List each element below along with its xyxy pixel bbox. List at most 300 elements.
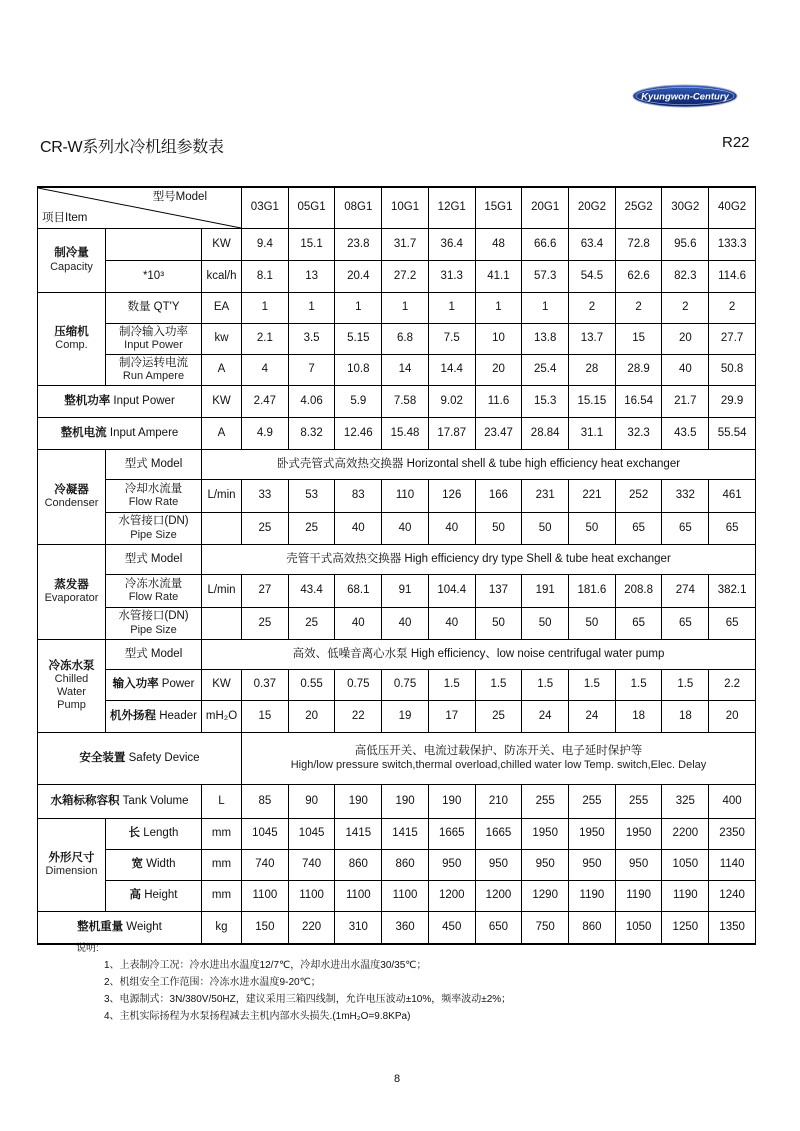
row-label <box>106 701 202 733</box>
value-cell: 360 <box>382 912 429 944</box>
cell-text: High/low pressure switch,thermal overload,chilled water low Temp. switch,Elec. Delay <box>290 758 707 771</box>
value-cell: 50 <box>522 608 569 640</box>
cell-text: Header <box>159 709 197 722</box>
note-item: 4、主机实际扬程为水泵扬程减去主机内部水头损失.(1mH₂O=9.8KPa) <box>104 1011 411 1022</box>
unit-cell: KW <box>202 229 242 261</box>
value-cell: 400 <box>709 785 756 819</box>
cell-text: Power <box>161 678 195 691</box>
value-cell: 25 <box>475 701 522 733</box>
value-cell: 7 <box>288 355 335 386</box>
table-row <box>38 670 756 701</box>
value-cell: 255 <box>615 785 662 819</box>
model-header: 05G1 <box>288 187 335 229</box>
cell-text: Length <box>143 827 179 840</box>
model-header: 12G1 <box>428 187 475 229</box>
table-row <box>38 229 756 261</box>
cell-text: Chilled Water <box>54 672 89 698</box>
unit-cell: A <box>202 418 242 450</box>
cell-text: Input Power <box>124 339 183 351</box>
cell-text: 制冷输入功率 <box>119 325 188 338</box>
model-header: 30G2 <box>662 187 709 229</box>
cell-text: 整机功率 <box>64 394 111 407</box>
unit-cell: kcal/h <box>202 261 242 293</box>
model-header: 10G1 <box>382 187 429 229</box>
cell-text: Width <box>146 858 176 871</box>
value-cell: 1350 <box>709 912 756 944</box>
cell-text: 高 <box>129 889 142 902</box>
value-cell: 62.6 <box>615 261 662 293</box>
value-cell: 10 <box>475 324 522 355</box>
value-cell: 950 <box>522 850 569 881</box>
value-cell: 5.15 <box>335 324 382 355</box>
value-cell: 27 <box>242 575 289 608</box>
unit-cell: mm <box>202 881 242 912</box>
unit-cell: kw <box>202 324 242 355</box>
value-cell: 4 <box>242 355 289 386</box>
cell-text: Horizontal shell & tube high efficiency heat exchanger <box>406 457 681 470</box>
unit-cell: KW <box>202 386 242 418</box>
table-row <box>38 850 756 881</box>
value-cell: 85 <box>242 785 289 819</box>
row-label <box>106 575 202 608</box>
unit-cell: L <box>202 785 242 819</box>
value-cell: 740 <box>242 850 289 881</box>
cell-text: 水管接口(DN) <box>118 515 189 528</box>
cell-text: 高效、低噪音离心水泵 <box>292 647 408 660</box>
model-header: 20G2 <box>569 187 616 229</box>
value-cell: 65 <box>709 608 756 640</box>
pump-type <box>202 640 756 670</box>
value-cell: 950 <box>428 850 475 881</box>
value-cell: 114.6 <box>709 261 756 293</box>
value-cell: 15.48 <box>382 418 429 450</box>
value-cell: 13.7 <box>569 324 616 355</box>
value-cell: 221 <box>569 480 616 513</box>
value-cell: 190 <box>382 785 429 819</box>
cell-text: 壳管干式高效热交换器 <box>286 552 402 565</box>
value-cell: 1100 <box>288 881 335 912</box>
table-row <box>38 545 756 575</box>
value-cell: 4.9 <box>242 418 289 450</box>
cell-text: 压缩机 <box>54 325 89 338</box>
value-cell: 1200 <box>428 881 475 912</box>
value-cell: 110 <box>382 480 429 513</box>
table-row <box>38 640 756 670</box>
value-cell: 3.5 <box>288 324 335 355</box>
group-evaporator <box>38 545 106 640</box>
table-row <box>38 355 756 386</box>
page-title: CR-W系列水冷机组参数表 <box>40 139 224 156</box>
row-label: 数量 QT'Y <box>106 293 202 324</box>
row-label <box>106 355 202 386</box>
cell-text: Pipe Size <box>130 623 177 636</box>
row-label: 型式 Model <box>106 545 202 575</box>
value-cell: 1415 <box>382 819 429 850</box>
table-row <box>38 418 756 450</box>
group-cooling <box>38 229 106 293</box>
value-cell: 450 <box>428 912 475 944</box>
row-label <box>106 881 202 912</box>
value-cell: 220 <box>288 912 335 944</box>
value-cell: 382.1 <box>709 575 756 608</box>
cell-text: Height <box>144 889 178 902</box>
cell-text: Input Ampere <box>109 426 179 439</box>
value-cell: 28 <box>569 355 616 386</box>
value-cell: 14 <box>382 355 429 386</box>
row-label: 型式 Model <box>106 640 202 670</box>
value-cell: 25 <box>288 513 335 545</box>
value-cell: 15.3 <box>522 386 569 418</box>
value-cell: 65 <box>662 608 709 640</box>
value-cell: 1050 <box>662 850 709 881</box>
value-cell: 1.5 <box>522 670 569 701</box>
model-header: 20G1 <box>522 187 569 229</box>
value-cell: 17 <box>428 701 475 733</box>
row-label <box>106 670 202 701</box>
value-cell: 24 <box>522 701 569 733</box>
value-cell: 190 <box>428 785 475 819</box>
value-cell: 66.6 <box>522 229 569 261</box>
value-cell: 104.4 <box>428 575 475 608</box>
unit-cell: L/min <box>202 575 242 608</box>
table-row <box>38 701 756 733</box>
cell-text: 机外扬程 <box>110 709 157 722</box>
row-label <box>106 229 202 261</box>
row-label <box>106 850 202 881</box>
notes <box>76 940 511 1025</box>
table-row <box>38 513 756 545</box>
value-cell: 20 <box>475 355 522 386</box>
value-cell: 20.4 <box>335 261 382 293</box>
value-cell: 1 <box>242 293 289 324</box>
value-cell: 23.8 <box>335 229 382 261</box>
value-cell: 1045 <box>288 819 335 850</box>
value-cell: 12.46 <box>335 418 382 450</box>
value-cell: 860 <box>335 850 382 881</box>
cell-text: Tank Volume <box>122 794 189 807</box>
value-cell: 65 <box>615 608 662 640</box>
value-cell: 208.8 <box>615 575 662 608</box>
value-cell: 1 <box>288 293 335 324</box>
value-cell: 50 <box>475 608 522 640</box>
cell-text: Run Ampere <box>122 370 185 382</box>
value-cell: 82.3 <box>662 261 709 293</box>
value-cell: 23.47 <box>475 418 522 450</box>
cell-text: 输入功率 <box>112 678 159 691</box>
value-cell: 166 <box>475 480 522 513</box>
value-cell: 25 <box>242 608 289 640</box>
row-label <box>38 386 202 418</box>
value-cell: 63.4 <box>569 229 616 261</box>
value-cell: 1950 <box>615 819 662 850</box>
value-cell: 191 <box>522 575 569 608</box>
group-condenser <box>38 450 106 545</box>
value-cell: 1.5 <box>475 670 522 701</box>
value-cell: 13.8 <box>522 324 569 355</box>
value-cell: 50 <box>569 608 616 640</box>
table-row <box>38 575 756 608</box>
row-label <box>106 513 202 545</box>
value-cell: 15 <box>615 324 662 355</box>
table-row <box>38 733 756 785</box>
model-header: 15G1 <box>475 187 522 229</box>
value-cell: 18 <box>615 701 662 733</box>
value-cell: 18 <box>662 701 709 733</box>
table-row <box>38 324 756 355</box>
value-cell: 210 <box>475 785 522 819</box>
value-cell: 1140 <box>709 850 756 881</box>
model-label: 型号Model <box>152 191 208 203</box>
value-cell: 65 <box>709 513 756 545</box>
cell-text: Condenser <box>44 497 99 509</box>
cell-text: 水箱标称容积 <box>50 794 120 807</box>
row-label <box>38 785 202 819</box>
value-cell: 54.5 <box>569 261 616 293</box>
model-header: 03G1 <box>242 187 289 229</box>
value-cell: 126 <box>428 480 475 513</box>
value-cell: 43.5 <box>662 418 709 450</box>
value-cell: 1415 <box>335 819 382 850</box>
value-cell: 1100 <box>335 881 382 912</box>
value-cell: 461 <box>709 480 756 513</box>
cell-text: Flow Rate <box>128 496 179 508</box>
notes-heading: 说明: <box>76 943 99 954</box>
table-row <box>38 293 756 324</box>
value-cell: 1290 <box>522 881 569 912</box>
value-cell: 0.55 <box>288 670 335 701</box>
value-cell: 133.3 <box>709 229 756 261</box>
value-cell: 20 <box>288 701 335 733</box>
value-cell: 181.6 <box>569 575 616 608</box>
value-cell: 25.4 <box>522 355 569 386</box>
value-cell: 1190 <box>615 881 662 912</box>
value-cell: 29.9 <box>709 386 756 418</box>
row-label: 型式 Model <box>106 450 202 480</box>
cell-text: 蒸发器 <box>54 578 89 591</box>
value-cell: 255 <box>569 785 616 819</box>
cell-text: Dimension <box>45 865 98 877</box>
value-cell: 1 <box>475 293 522 324</box>
cell-text: 冷凝器 <box>54 483 89 496</box>
value-cell: 2350 <box>709 819 756 850</box>
table-row <box>38 187 756 229</box>
value-cell: 1 <box>335 293 382 324</box>
value-cell: 31.7 <box>382 229 429 261</box>
cell-text: 冷冻水泵 <box>48 659 95 672</box>
logo-text: Kyungwon-Century <box>641 91 729 103</box>
row-label <box>106 608 202 640</box>
cell-text: 卧式壳管式高效热交换器 <box>276 457 404 470</box>
value-cell: 11.6 <box>475 386 522 418</box>
cell-text: 冷却水流量 <box>124 482 183 495</box>
cell-text: Safety Device <box>128 751 200 764</box>
model-header: 08G1 <box>335 187 382 229</box>
value-cell: 1.5 <box>569 670 616 701</box>
table-row <box>38 881 756 912</box>
value-cell: 9.02 <box>428 386 475 418</box>
unit-cell: mH₂O <box>202 701 242 733</box>
table-row <box>38 912 756 944</box>
value-cell: 1200 <box>475 881 522 912</box>
value-cell: 1190 <box>569 881 616 912</box>
value-cell: 9.4 <box>242 229 289 261</box>
unit-cell: mm <box>202 850 242 881</box>
value-cell: 40 <box>335 608 382 640</box>
value-cell: 28.84 <box>522 418 569 450</box>
value-cell: 325 <box>662 785 709 819</box>
value-cell: 2200 <box>662 819 709 850</box>
value-cell: 27.7 <box>709 324 756 355</box>
table-row <box>38 785 756 819</box>
unit-cell: L/min <box>202 480 242 513</box>
value-cell: 16.54 <box>615 386 662 418</box>
value-cell: 15.15 <box>569 386 616 418</box>
value-cell: 50 <box>475 513 522 545</box>
value-cell: 310 <box>335 912 382 944</box>
value-cell: 1665 <box>475 819 522 850</box>
value-cell: 190 <box>335 785 382 819</box>
value-cell: 31.1 <box>569 418 616 450</box>
value-cell: 14.4 <box>428 355 475 386</box>
value-cell: 1.5 <box>662 670 709 701</box>
value-cell: 25 <box>242 513 289 545</box>
unit-cell <box>202 608 242 640</box>
value-cell: 740 <box>288 850 335 881</box>
unit-cell: kg <box>202 912 242 944</box>
value-cell: 1240 <box>709 881 756 912</box>
value-cell: 1665 <box>428 819 475 850</box>
value-cell: 8.1 <box>242 261 289 293</box>
value-cell: 1950 <box>522 819 569 850</box>
value-cell: 274 <box>662 575 709 608</box>
value-cell: 40 <box>428 608 475 640</box>
cell-text: Evaporator <box>44 592 99 604</box>
value-cell: 40 <box>382 608 429 640</box>
table-row <box>38 261 756 293</box>
cell-text: 整机重量 <box>77 920 124 933</box>
value-cell: 33 <box>242 480 289 513</box>
value-cell: 40 <box>662 355 709 386</box>
value-cell: 40 <box>335 513 382 545</box>
value-cell: 1 <box>428 293 475 324</box>
cell-text: Pump <box>57 699 86 712</box>
value-cell: 40 <box>428 513 475 545</box>
table-row <box>38 450 756 480</box>
kyungwon-century-logo <box>632 84 738 108</box>
value-cell: 91 <box>382 575 429 608</box>
value-cell: 2.2 <box>709 670 756 701</box>
row-label <box>38 733 242 785</box>
unit-cell: mm <box>202 819 242 850</box>
value-cell: 1050 <box>615 912 662 944</box>
value-cell: 32.3 <box>615 418 662 450</box>
safety-devices <box>242 733 756 785</box>
cell-text: 安全装置 <box>79 751 126 764</box>
value-cell: 950 <box>569 850 616 881</box>
value-cell: 24 <box>569 701 616 733</box>
value-cell: 65 <box>662 513 709 545</box>
value-cell: 25 <box>288 608 335 640</box>
value-cell: 57.3 <box>522 261 569 293</box>
row-label <box>106 324 202 355</box>
value-cell: 28.9 <box>615 355 662 386</box>
value-cell: 950 <box>475 850 522 881</box>
value-cell: 231 <box>522 480 569 513</box>
value-cell: 7.5 <box>428 324 475 355</box>
value-cell: 252 <box>615 480 662 513</box>
group-compressor <box>38 293 106 386</box>
value-cell: 1250 <box>662 912 709 944</box>
value-cell: 6.8 <box>382 324 429 355</box>
value-cell: 13 <box>288 261 335 293</box>
row-label: *10³ <box>106 261 202 293</box>
row-label <box>38 912 202 944</box>
model-header: 25G2 <box>615 187 662 229</box>
value-cell: 1950 <box>569 819 616 850</box>
cell-text: High efficiency dry type Shell & tube heat exchanger <box>404 552 671 565</box>
item-label: 项目Item <box>42 211 88 224</box>
cell-text: 宽 <box>131 858 143 871</box>
value-cell: 137 <box>475 575 522 608</box>
value-cell: 50 <box>522 513 569 545</box>
value-cell: 1100 <box>382 881 429 912</box>
cell-text: High efficiency、low noise centrifugal water pump <box>410 647 665 660</box>
value-cell: 650 <box>475 912 522 944</box>
value-cell: 2 <box>709 293 756 324</box>
value-cell: 950 <box>615 850 662 881</box>
value-cell: 43.4 <box>288 575 335 608</box>
value-cell: 27.2 <box>382 261 429 293</box>
value-cell: 21.7 <box>662 386 709 418</box>
cell-text: 冷冻水流量 <box>124 577 183 590</box>
group-pump <box>38 640 106 733</box>
value-cell: 41.1 <box>475 261 522 293</box>
row-label <box>38 418 202 450</box>
cell-text: Weight <box>126 920 162 933</box>
value-cell: 0.37 <box>242 670 289 701</box>
value-cell: 5.9 <box>335 386 382 418</box>
value-cell: 1 <box>382 293 429 324</box>
value-cell: 53 <box>288 480 335 513</box>
value-cell: 10.8 <box>335 355 382 386</box>
table-row <box>38 608 756 640</box>
value-cell: 48 <box>475 229 522 261</box>
value-cell: 83 <box>335 480 382 513</box>
value-cell: 860 <box>382 850 429 881</box>
value-cell: 1190 <box>662 881 709 912</box>
value-cell: 1100 <box>242 881 289 912</box>
model-item-header <box>38 187 242 229</box>
table-row <box>38 386 756 418</box>
value-cell: 2 <box>662 293 709 324</box>
value-cell: 68.1 <box>335 575 382 608</box>
value-cell: 150 <box>242 912 289 944</box>
cell-text: 高低压开关、电流过载保护、防冻开关、电子延时保护等 <box>354 745 643 758</box>
cell-text: Capacity <box>50 260 93 273</box>
value-cell: 31.3 <box>428 261 475 293</box>
cell-text: Flow Rate <box>128 591 179 603</box>
value-cell: 20 <box>709 701 756 733</box>
cell-text: Input Power <box>113 394 175 407</box>
value-cell: 20 <box>662 324 709 355</box>
condenser-type <box>202 450 756 480</box>
value-cell: 2.1 <box>242 324 289 355</box>
value-cell: 2 <box>615 293 662 324</box>
cell-text: Pipe Size <box>130 528 177 541</box>
evaporator-type <box>202 545 756 575</box>
value-cell: 50.8 <box>709 355 756 386</box>
unit-cell: EA <box>202 293 242 324</box>
